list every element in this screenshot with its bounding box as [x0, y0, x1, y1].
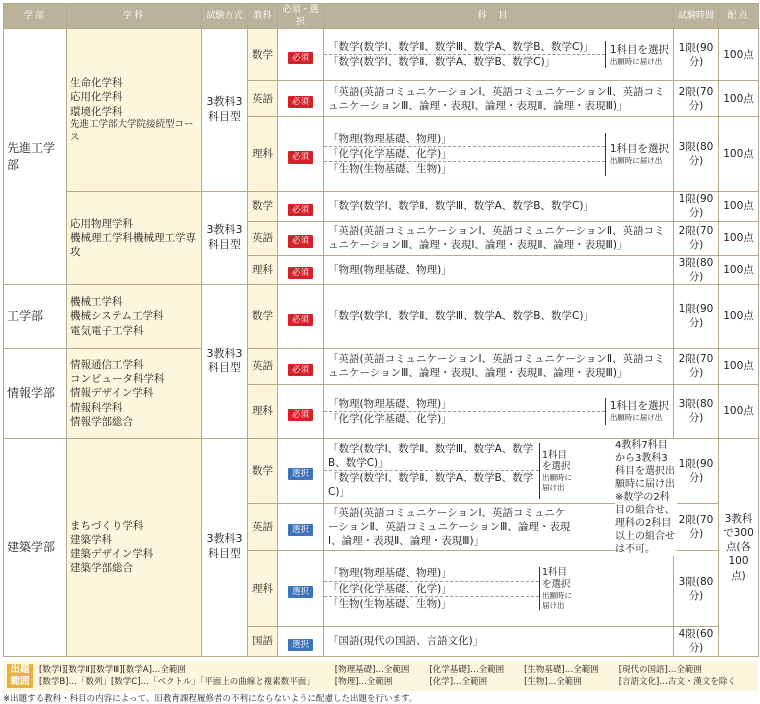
req-cell — [278, 627, 324, 656]
select-note — [606, 37, 673, 72]
scope-chemistry — [429, 664, 504, 689]
select-note-title: 1科目を選択 — [609, 43, 669, 56]
subject-cell: 国語 — [248, 627, 278, 656]
school-item: 機械理工学科機械理工学専攻 — [70, 232, 196, 259]
required-badge: 必須 — [288, 364, 313, 376]
req-cell — [278, 438, 324, 503]
table-row — [4, 192, 759, 221]
select-note-title: 1科目を選択 — [542, 567, 571, 591]
school-item: 建築学部総合 — [70, 562, 133, 575]
kamoku-option: 「生物(生物基礎、生物)」 — [328, 597, 452, 610]
school-item: 情報デザイン学科 — [70, 387, 154, 400]
footnote: ※出題する教科・科目の内容によって、旧教育課程履修者の不利にならないように配慮した出題を行います。 — [3, 694, 418, 704]
kamoku-option: 「数学(数学Ⅰ、数学Ⅱ、数学Ⅲ、数学A、数学B、数学C)」 — [324, 442, 539, 471]
scope-label: 出題範囲 — [7, 664, 33, 689]
school-item: 建築学科 — [70, 534, 112, 547]
required-badge: 必須 — [288, 235, 313, 247]
score-cell: 100点 — [719, 117, 759, 192]
time-cell: 2限(70分) — [674, 503, 719, 551]
kamoku-cell: 「国語(現代の国語、言語文化)」 — [324, 627, 674, 656]
req-cell — [278, 255, 324, 284]
kamoku-option: 「数学(数学Ⅰ、数学Ⅱ、数学A、数学B、数学C)」 — [328, 56, 556, 69]
kamoku-cell — [324, 551, 674, 627]
scope-text: [化学基礎]…全範囲 — [429, 664, 505, 675]
school-item: 機械工学科 — [70, 296, 123, 309]
kamoku-option: 「数学(数学Ⅰ、数学Ⅱ、数学Ⅲ、数学A、数学B、数学C)」 — [324, 40, 605, 55]
header-req: 必須・選択 — [278, 4, 324, 29]
kamoku-cell — [324, 384, 674, 438]
kamoku-cell: 「英語(英語コミュニケーションⅠ、英語コミュニケーションⅡ、英語コミュニケーションⅢ、論理・表現Ⅰ、論理・表現Ⅱ、論理・表現Ⅲ)」 — [324, 221, 674, 255]
school-item: 建築デザイン学科 — [70, 548, 154, 561]
kamoku-option: 「化学(化学基礎、化学)」 — [324, 147, 605, 162]
header-subject: 教科 — [248, 4, 278, 29]
kamoku-cell — [324, 29, 674, 81]
school-item: 環境化学科 — [70, 105, 123, 118]
school-item: 応用化学科 — [70, 91, 123, 104]
scope-footer — [3, 661, 758, 692]
select-note-sub: 出願時に届け出 — [542, 591, 572, 610]
time-cell: 1限(90分) — [674, 192, 719, 221]
exam-table-wrapper — [3, 3, 758, 704]
required-badge: 必須 — [288, 409, 313, 421]
req-cell — [278, 551, 324, 627]
score-cell: 100点 — [719, 348, 759, 384]
school-item: 応用物理学科 — [70, 217, 133, 230]
kamoku-cell: 「数学(数学Ⅰ、数学Ⅱ、数学Ⅲ、数学A、数学B、数学C)」 — [324, 192, 674, 221]
subject-cell: 英語 — [248, 81, 278, 117]
req-cell — [278, 503, 324, 551]
dept-cell: 情報学部 — [4, 348, 67, 438]
score-cell: 3教科で300点(各100点) — [719, 438, 759, 656]
select-note-sub: 出願時に届け出 — [609, 56, 663, 66]
time-cell: 2限(70分) — [674, 221, 719, 255]
score-cell: 100点 — [719, 29, 759, 81]
req-cell — [278, 29, 324, 81]
dept-cell: 工学部 — [4, 284, 67, 348]
header-kamoku: 科目 — [324, 4, 674, 29]
school-item: 生命化学科 — [70, 77, 123, 90]
select-badge: 選択 — [288, 639, 313, 651]
scope-biology — [524, 664, 599, 689]
subject-cell: 数学 — [248, 192, 278, 221]
subject-cell: 数学 — [248, 438, 278, 503]
required-badge: 必須 — [288, 96, 313, 108]
header-method: 試験方式 — [202, 4, 248, 29]
score-cell: 100点 — [719, 221, 759, 255]
time-cell: 3限(80分) — [674, 255, 719, 284]
scope-text: [数学Ⅰ][数学Ⅱ][数学Ⅲ][数学A]…全範囲 — [39, 664, 186, 675]
required-badge: 必須 — [288, 267, 313, 279]
kamoku-cell: 「英語(英語コミュニケーションⅠ、英語コミュニケーションⅡ、英語コミュニケーションⅢ、論理・表現Ⅰ、論理・表現Ⅱ、論理・表現Ⅲ)」 — [324, 81, 674, 117]
select-note-title: 1科目を選択 — [609, 400, 669, 413]
select-note — [540, 563, 578, 614]
school-item: 電気電子工学科 — [70, 324, 144, 337]
table-header — [4, 4, 759, 29]
select-note-sub: 出願時に届け出 — [609, 156, 663, 166]
subject-cell: 理科 — [248, 117, 278, 192]
required-badge: 必須 — [288, 314, 313, 326]
subject-cell: 理科 — [248, 551, 278, 627]
kamoku-option: 「化学(化学基礎、化学)」 — [328, 412, 452, 425]
time-cell: 1限(90分) — [674, 438, 719, 503]
architecture-selection-rule: 4教科7科目から3教科3科目を選択出願時に届け出※数学の2科目の組合せ、理科の2科目以上の組合せは不可。 — [615, 440, 675, 555]
subject-cell: 理科 — [248, 255, 278, 284]
req-cell — [278, 81, 324, 117]
kamoku-option: 「化学(化学基礎、化学)」 — [324, 582, 539, 597]
school-item: 先進工学部大学院接続型コース — [70, 118, 194, 143]
method-cell: 3教科3科目型 — [202, 438, 248, 656]
time-cell: 1限(90分) — [674, 29, 719, 81]
scope-text: [数学B]…「数列」[数学C]…「ベクトル」「平面上の曲線と複素数平面」 — [39, 676, 315, 687]
subject-cell: 英語 — [248, 348, 278, 384]
kamoku-option: 「物理(物理基礎、物理)」 — [324, 566, 539, 581]
school-list — [67, 192, 202, 285]
select-badge: 選択 — [288, 586, 313, 598]
table-row — [4, 284, 759, 348]
kamoku-cell: 「数学(数学Ⅰ、数学Ⅱ、数学Ⅲ、数学A、数学B、数学C)」 — [324, 284, 674, 348]
req-cell — [278, 117, 324, 192]
scope-japanese — [619, 664, 736, 689]
scope-math — [39, 664, 315, 689]
scope-text: [生物基礎]…全範囲 — [524, 664, 599, 675]
scope-text: [物理]…全範囲 — [334, 676, 393, 687]
school-item: 情報通信工学科 — [70, 359, 144, 372]
kamoku-option: 「物理(物理基礎、物理)」 — [324, 132, 605, 147]
select-note — [606, 129, 673, 180]
school-list — [67, 438, 202, 656]
kamoku-cell — [324, 117, 674, 192]
score-cell: 100点 — [719, 192, 759, 221]
select-note — [540, 439, 578, 503]
req-cell — [278, 284, 324, 348]
subject-cell: 理科 — [248, 384, 278, 438]
time-cell: 3限(80分) — [674, 551, 719, 627]
req-cell — [278, 384, 324, 438]
required-badge: 必須 — [288, 204, 313, 216]
method-cell: 3教科3科目型 — [202, 192, 248, 285]
time-cell: 3限(80分) — [674, 117, 719, 192]
kamoku-option: 「数学(数学Ⅰ、数学Ⅱ、数学A、数学B、数学C)」 — [328, 472, 534, 499]
kamoku-cell: 「英語(英語コミュニケーションⅠ、英語コミュニケーションⅡ、英語コミュニケーションⅢ、論理・表現Ⅰ、論理・表現Ⅱ、論理・表現Ⅲ)」 — [324, 348, 674, 384]
score-cell: 100点 — [719, 81, 759, 117]
kamoku-cell: 「物理(物理基礎、物理)」 — [324, 255, 674, 284]
required-badge: 必須 — [288, 151, 313, 163]
required-badge: 必須 — [288, 52, 313, 64]
school-item: コンピュータ科学科 — [70, 373, 165, 386]
exam-schedule-table — [3, 3, 759, 657]
req-cell — [278, 221, 324, 255]
kamoku-cell: 「英語(英語コミュニケーションⅠ、英語コミュニケーションⅡ、英語コミュニケーションⅢ、論理・表現Ⅰ、論理・表現Ⅱ、論理・表現Ⅲ)」 — [324, 503, 674, 551]
select-note-sub: 出願時に届け出 — [609, 413, 663, 423]
table-row — [4, 348, 759, 384]
school-item: 情報科学科 — [70, 401, 123, 414]
school-list — [67, 284, 202, 348]
method-cell: 3教科3科目型 — [202, 29, 248, 192]
time-cell: 2限(70分) — [674, 81, 719, 117]
kamoku-option: 「物理(物理基礎、物理)」 — [324, 397, 605, 412]
kamoku-option: 「生物(生物基礎、生物)」 — [328, 163, 452, 176]
req-cell — [278, 192, 324, 221]
select-note — [606, 394, 673, 429]
header-school: 学科 — [67, 4, 202, 29]
scope-text: [現代の国語]…全範囲 — [618, 664, 702, 675]
time-cell: 3限(80分) — [674, 384, 719, 438]
header-score: 配点 — [719, 4, 759, 29]
school-list — [67, 29, 202, 192]
scope-text: [言語文化]…古文・漢文を除く — [618, 676, 736, 687]
time-cell: 4限(60分) — [674, 627, 719, 656]
school-item: 情報学部総合 — [70, 415, 133, 428]
subject-cell: 数学 — [248, 29, 278, 81]
select-note-sub: 出願時に届け出 — [542, 473, 572, 492]
score-cell: 100点 — [719, 384, 759, 438]
req-cell — [278, 348, 324, 384]
scope-text: [化学]…全範囲 — [429, 676, 488, 687]
scope-text: [生物]…全範囲 — [524, 676, 582, 687]
score-cell: 100点 — [719, 284, 759, 348]
table-row — [4, 29, 759, 81]
dept-cell: 先進工学部 — [4, 29, 67, 285]
dept-cell: 建築学部 — [4, 438, 67, 656]
subject-cell: 英語 — [248, 503, 278, 551]
time-cell: 2限(70分) — [674, 348, 719, 384]
method-cell: 3教科3科目型 — [202, 284, 248, 438]
select-note-title: 1科目を選択 — [542, 449, 571, 473]
subject-cell: 英語 — [248, 221, 278, 255]
header-time: 試験時間 — [674, 4, 719, 29]
header-dept: 学部 — [4, 4, 67, 29]
subject-cell: 数学 — [248, 284, 278, 348]
select-badge: 選択 — [288, 524, 313, 536]
score-cell: 100点 — [719, 255, 759, 284]
school-list — [67, 348, 202, 438]
select-note-title: 1科目を選択 — [609, 143, 669, 156]
school-item: まちづくり学科 — [70, 519, 144, 532]
time-cell: 1限(90分) — [674, 284, 719, 348]
school-item: 機械システム工学科 — [70, 310, 164, 323]
scope-text: [物理基礎]…全範囲 — [334, 664, 410, 675]
scope-physics — [335, 664, 410, 689]
select-badge: 選択 — [288, 468, 313, 480]
